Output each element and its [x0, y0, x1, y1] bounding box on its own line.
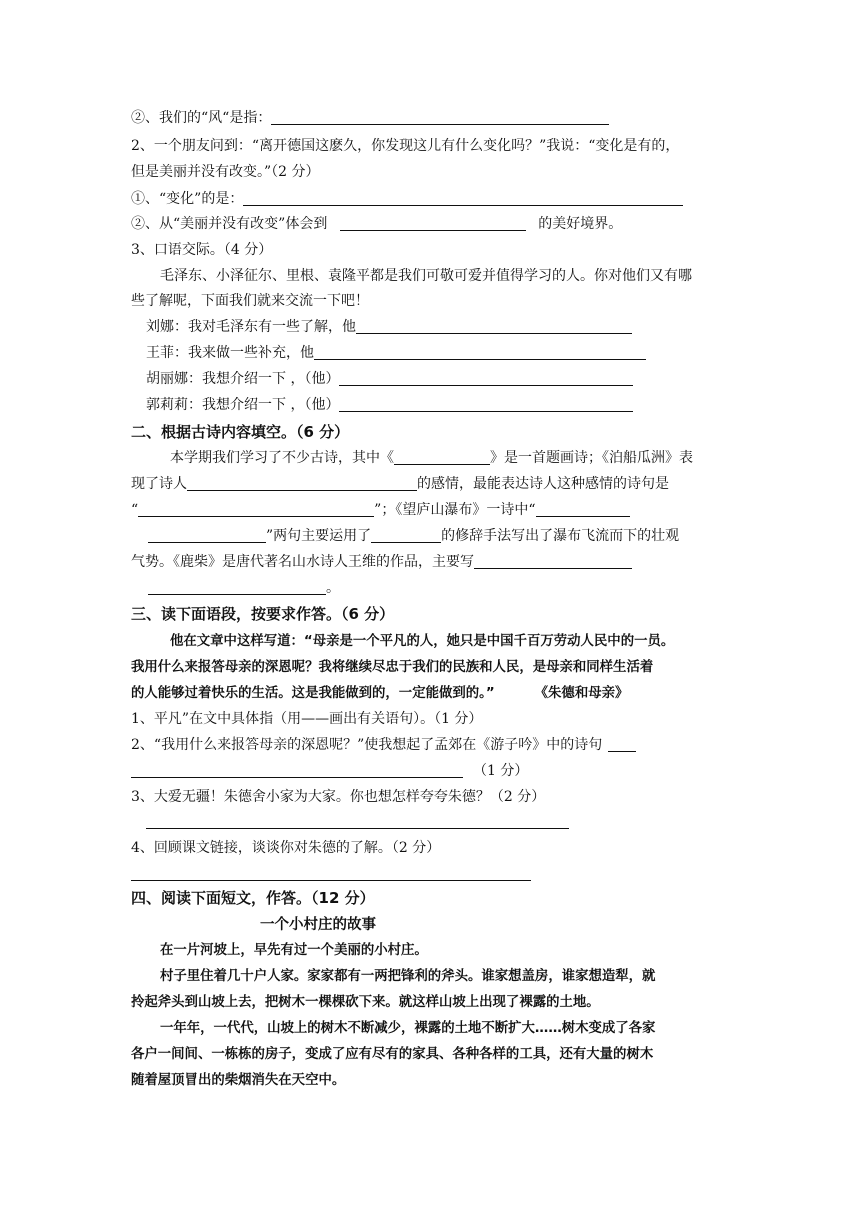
story-para3-line1: 一年年，一代代，山坡上的树木不断减少，裸露的土地不断扩大……树木变成了各家: [160, 1021, 656, 1036]
story-para2-line2: 拎起斧头到山坡上去，把树木一棵棵砍下来。就这样山坡上出现了裸露的土地。: [131, 995, 600, 1010]
s2-l5: 气势。《鹿柴》是唐代著名山水诗人王维的作品，主要写: [131, 554, 474, 570]
answer-blank[interactable]: [314, 345, 646, 360]
section2-heading: 二、根据古诗内容填空。（6 分）: [131, 423, 350, 441]
s3-q1: 1、平凡”在文中具体指（用——画出有关语句）。（1 分）: [131, 711, 483, 727]
s2-l2a: 现了诗人: [131, 476, 187, 492]
s2-l3b: ”；《望庐山瀑布》一诗中“: [374, 502, 536, 518]
dialog-line-3: [146, 369, 633, 389]
s3-q2-score: （1 分）: [473, 763, 529, 779]
answer-blank[interactable]: [148, 580, 326, 595]
s3-q3: 3、大爱无疆！朱德舍小家为大家。你也想怎样夸夸朱德？（2 分）: [131, 789, 546, 805]
dialog-2-text: 王菲：我来做一些补充，他: [146, 345, 314, 361]
s2-line5: [131, 552, 632, 572]
s2-l1a: 本学期我们学习了不少古诗，其中《: [170, 450, 394, 466]
s2-l1b: 》是一首题画诗；《泊船瓜洲》表: [490, 450, 693, 466]
s2-line1: [170, 448, 693, 468]
answer-blank[interactable]: [339, 397, 633, 412]
q-wind-line: [131, 108, 609, 128]
answer-line[interactable]: [146, 828, 569, 829]
s2-l4a: ”两句主要运用了: [266, 528, 372, 544]
s2-l2b: 的感情，最能表达诗人这种感情的诗句是: [417, 476, 669, 492]
q2-a-line: [131, 189, 683, 209]
answer-line[interactable]: [131, 880, 531, 881]
story-para1: 在一片河坡上，早先有过一个美丽的小村庄。: [160, 943, 428, 958]
answer-blank[interactable]: [339, 371, 633, 386]
s3-q2-cont: [131, 761, 528, 781]
answer-blank[interactable]: [394, 450, 490, 465]
s2-line4: [148, 526, 679, 546]
answer-blank[interactable]: [138, 502, 374, 517]
s3-source: 《朱德和母亲》: [534, 686, 629, 701]
story-para3-line2: 各户一间间、一栋栋的房子，变成了应有尽有的家具、各种各样的工具，还有大量的树木: [131, 1047, 654, 1062]
s2-l3a: “: [131, 502, 139, 518]
answer-blank[interactable]: [356, 319, 632, 334]
story-para2-line1: 村子里住着几十户人家。家家都有一两把锋利的斧头。谁家想盖房，谁家想造犁，就: [160, 969, 656, 984]
dialog-3-text: 胡丽娜：我想介绍一下 ，（他）: [146, 371, 340, 387]
s3-passage-line1: 他在文章中这样写道：“母亲是一个平凡的人，她只是中国千百万劳动人民中的一员。: [170, 634, 675, 649]
s2-l6: 。: [326, 580, 340, 596]
dialog-line-2: [146, 343, 646, 363]
q2-b-line: [131, 214, 622, 234]
dialog-line-1: [146, 317, 632, 337]
answer-blank[interactable]: [474, 554, 632, 569]
q2-b-prefix: ②、从“美丽并没有改变”体会到: [131, 216, 328, 232]
answer-blank[interactable]: [340, 216, 526, 231]
q2-b-suffix: 的美好境界。: [538, 216, 623, 232]
answer-blank[interactable]: [536, 502, 630, 517]
q3-intro-line2: 些了解呢，下面我们就来交流一下吧！: [131, 293, 369, 309]
q2-line1: 2、一个朋友问到：“离开德国这麽久，你发现这儿有什么变化吗？”我说：“变化是有的，: [131, 138, 680, 154]
q2-line2: 但是美丽并没有改变。”（2 分）: [131, 164, 320, 180]
q3-intro-line1: 毛泽东、小泽征尔、里根、袁隆平都是我们可敬可爱并值得学习的人。你对他们又有哪: [160, 268, 692, 284]
s2-line6: [148, 578, 340, 598]
s2-l4b: 的修辞手法写出了瀑布飞流而下的壮观: [441, 528, 680, 544]
dialog-1-text: 刘娜：我对毛泽东有一些了解，他: [146, 319, 356, 335]
answer-blank[interactable]: [271, 110, 609, 125]
dialog-line-4: [146, 395, 633, 415]
s3-passage-line2: 我用什么来报答母亲的深恩呢？我将继续尽忠于我们的民族和人民，是母亲和同样生活着: [131, 660, 654, 675]
s2-line2: [131, 474, 669, 494]
s3-q2-text: 2、“我用什么来报答母亲的深恩呢？”使我想起了孟郊在《游子吟》中的诗句: [131, 737, 603, 753]
q-wind-prefix: ②、我们的“风“是指：: [131, 110, 272, 126]
s3-q4: 4、回顾课文链接，谈谈你对朱德的了解。（2 分）: [131, 840, 441, 856]
story-title: 一个小村庄的故事: [260, 917, 376, 933]
answer-blank[interactable]: [131, 763, 463, 778]
section3-heading: 三、读下面语段，按要求作答。（6 分）: [131, 605, 395, 623]
s2-line3: [131, 500, 630, 520]
answer-blank[interactable]: [243, 191, 683, 206]
s3-passage-text: 的人能够过着快乐的生活。这是我能做到的，一定能做到的。”: [131, 686, 495, 701]
answer-blank[interactable]: [608, 737, 636, 752]
section4-heading: 四、阅读下面短文，作答。（12 分）: [131, 889, 375, 907]
answer-blank[interactable]: [187, 476, 417, 491]
s3-q2: [131, 735, 636, 755]
story-para3-line3: 随着屋顶冒出的柴烟消失在天空中。: [131, 1073, 346, 1088]
answer-blank[interactable]: [148, 528, 266, 543]
q3-title: 3、口语交际。（4 分）: [131, 242, 273, 258]
q2-a-prefix: ①、“变化”的是：: [131, 191, 244, 207]
s3-passage-line3: [131, 684, 628, 704]
answer-blank[interactable]: [371, 528, 441, 543]
dialog-4-text: 郭莉莉：我想介绍一下 ，（他）: [146, 397, 340, 413]
